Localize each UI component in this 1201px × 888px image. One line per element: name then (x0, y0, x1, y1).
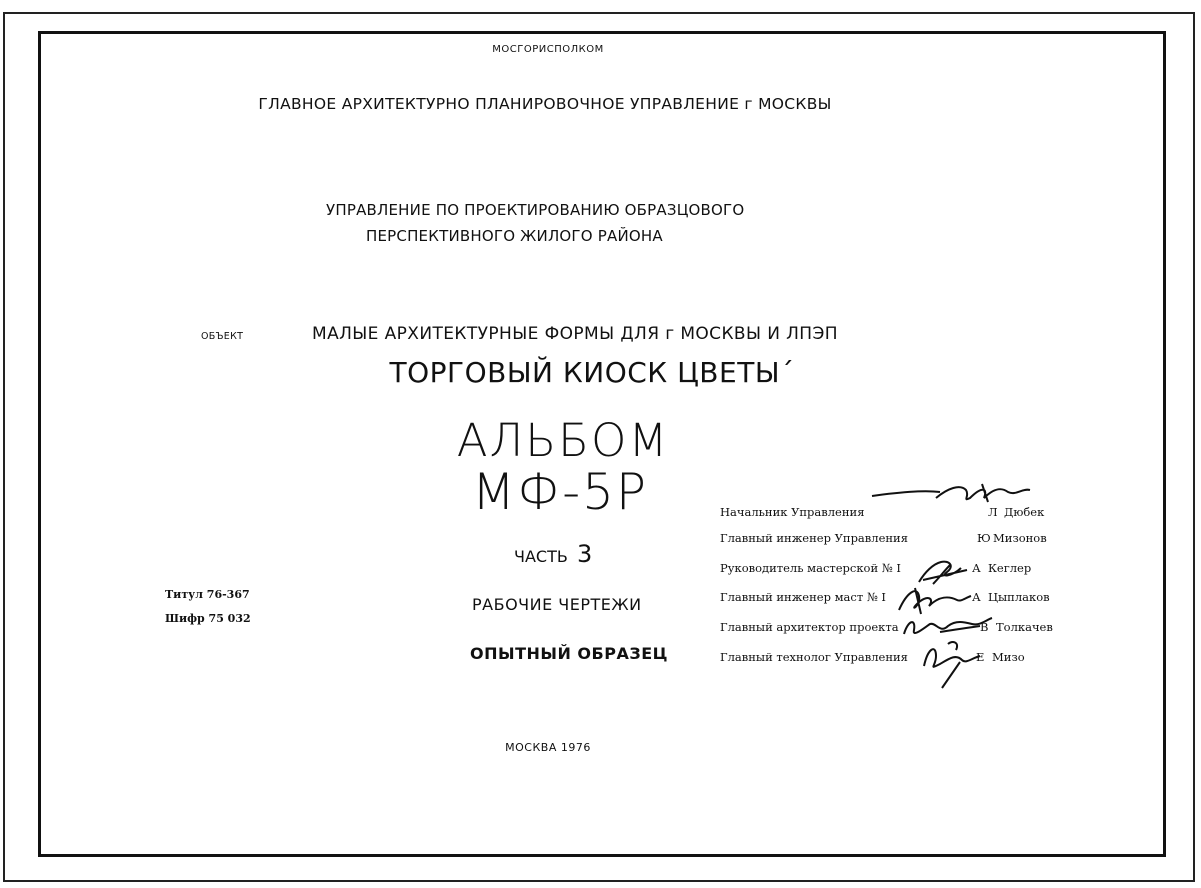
album-code: МФ-5Р (471, 463, 649, 521)
signatory-initial: В (980, 620, 989, 634)
signatory-surname: Кеглер (988, 561, 1032, 575)
signatory-surname: Мизонов (993, 531, 1047, 545)
city-year: МОСКВА 1976 (505, 741, 591, 754)
signatory-role: Начальник Управления (720, 505, 865, 519)
organization-name: МОСГОРИСПОЛКОМ (492, 44, 604, 55)
object-label: ОБЪЕКТ (201, 331, 244, 342)
signatory-surname: Дюбек (1004, 505, 1045, 519)
handwritten-signature (918, 636, 988, 692)
titul-code: Титул 76-367 (165, 588, 250, 601)
signatory-initial: А (972, 561, 981, 575)
signatory-surname: Мизо (992, 650, 1025, 664)
signatory-role: Главный инженер Управления (720, 531, 908, 545)
part-block (514, 540, 592, 568)
signatory-initial: Е (976, 650, 985, 664)
part-number: 3 (576, 540, 593, 568)
object-title: ТОРГОВЫЙ КИОСК ЦВЕТЫ´ (389, 356, 795, 389)
album-label: АЛЬБОМ (456, 414, 670, 467)
signatory-role: Главный архитектор проекта (720, 620, 899, 634)
object-name: МАЛЫЕ АРХИТЕКТУРНЫЕ ФОРМЫ ДЛЯ г МОСКВЫ И ЛПЭП (312, 324, 838, 344)
signatory-initial: Ю (977, 531, 991, 545)
sub-department-line1: УПРАВЛЕНИЕ ПО ПРОЕКТИРОВАНИЮ ОБРАЗЦОВОГО (326, 201, 745, 219)
signatory-initial: Л (988, 505, 998, 519)
part-label: ЧАСТЬ (514, 547, 568, 566)
shifr-code: Шифр 75 032 (165, 612, 251, 625)
handwritten-signature (870, 478, 1040, 510)
signatory-role: Главный технолог Управления (720, 650, 908, 664)
signatory-initial: А (972, 590, 981, 604)
main-department: ГЛАВНОЕ АРХИТЕКТУРНО ПЛАНИРОВОЧНОЕ УПРАВЛЕНИЕ г МОСКВЫ (258, 95, 832, 113)
signatory-surname: Цыплаков (988, 590, 1050, 604)
signatory-role: Главный инженер маст № I (720, 590, 886, 604)
sub-department-line2: ПЕРСПЕКТИВНОГО ЖИЛОГО РАЙОНА (366, 227, 663, 245)
signatory-surname: Толкачев (996, 620, 1053, 634)
pilot-sample: ОПЫТНЫЙ ОБРАЗЕЦ (470, 644, 668, 663)
signatory-role: Руководитель мастерской № I (720, 561, 901, 575)
working-drawings: РАБОЧИЕ ЧЕРТЕЖИ (472, 595, 642, 614)
